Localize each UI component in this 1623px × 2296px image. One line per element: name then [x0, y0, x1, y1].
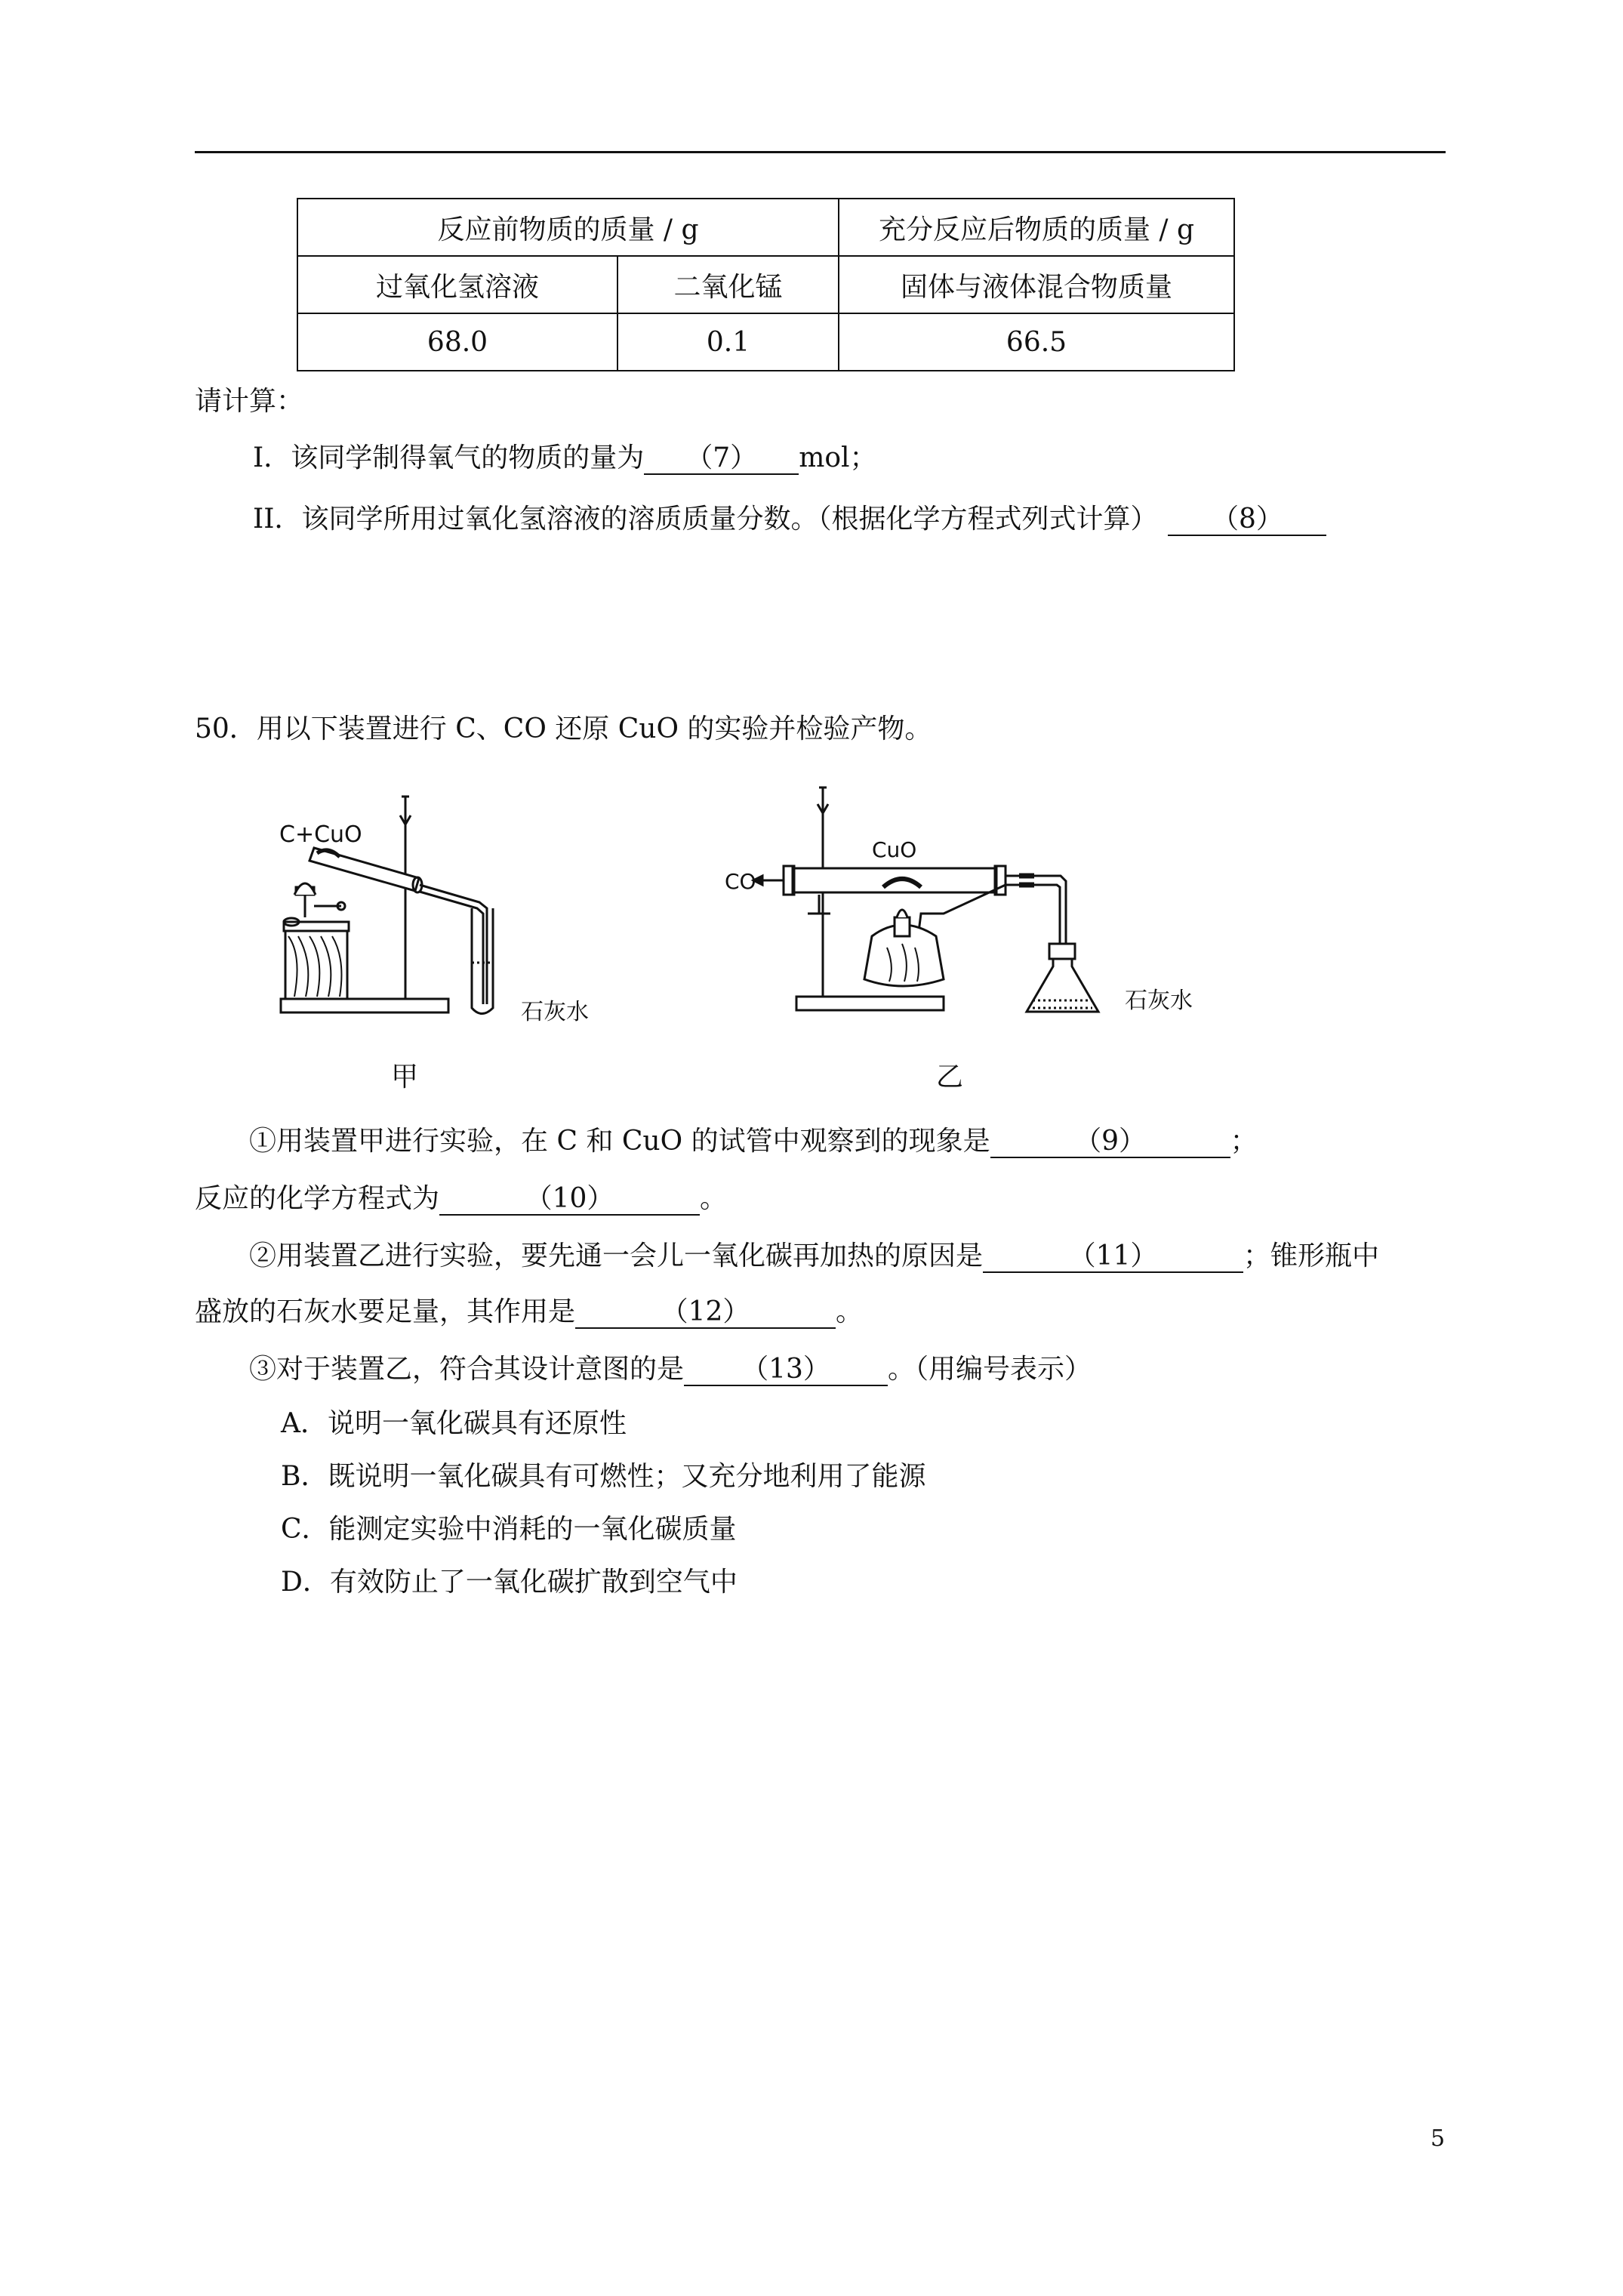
- table-row: [297, 313, 1234, 371]
- table-row: [297, 199, 1234, 256]
- data-table: [297, 198, 1235, 371]
- option-d: D．有效防止了一氧化碳扩散到空气中: [281, 1567, 738, 1598]
- punctuation: 。: [700, 1183, 728, 1214]
- page-number: 5: [1431, 2125, 1446, 2152]
- table-header-before: 反应前物质的质量 / g: [297, 199, 839, 256]
- question-text: 盛放的石灰水要足量，其作用是: [195, 1296, 576, 1327]
- continuation-text: 。（用编号表示）: [888, 1354, 1092, 1385]
- table-cell: 68.0: [297, 313, 617, 371]
- table-row: [297, 256, 1234, 313]
- punctuation: 。: [836, 1296, 864, 1327]
- answer-blank-9[interactable]: （9）: [990, 1126, 1230, 1158]
- answer-blank-7[interactable]: （7）: [644, 443, 799, 475]
- table-cell: 0.1: [617, 313, 839, 371]
- question-8: [253, 503, 1326, 536]
- table-col-mixture-mass: 固体与液体混合物质量: [839, 256, 1234, 313]
- label-limewater-jia: 石灰水: [521, 999, 589, 1025]
- table-cell: 66.5: [839, 313, 1234, 371]
- table-col-manganese-dioxide: 二氧化锰: [617, 256, 839, 313]
- unit-text: mol；: [799, 442, 877, 473]
- question-10: [195, 1182, 727, 1216]
- question-50-title: 50．用以下装置进行 C、CO 还原 CuO 的实验并检验产物。: [195, 713, 932, 744]
- answer-blank-10[interactable]: （10）: [439, 1184, 700, 1216]
- question-text: ②用装置乙进行实验，要先通一会儿一氧化碳再加热的原因是: [249, 1240, 984, 1271]
- option-b: B．既说明一氧化碳具有可燃性；又充分地利用了能源: [281, 1461, 926, 1492]
- question-13: [249, 1353, 1092, 1386]
- option-a: A．说明一氧化碳具有还原性: [281, 1408, 627, 1439]
- answer-blank-11[interactable]: （11）: [983, 1241, 1243, 1273]
- answer-blank-8[interactable]: （8）: [1168, 504, 1326, 536]
- table-header-after: 充分反应后物质的质量 / g: [839, 199, 1234, 256]
- option-c: C．能测定实验中消耗的一氧化碳质量: [281, 1514, 737, 1545]
- question-9: [249, 1125, 1258, 1158]
- label-reactant: C+CuO: [279, 821, 362, 848]
- punctuation: ；: [1230, 1126, 1258, 1157]
- question-text: 反应的化学方程式为: [195, 1183, 440, 1214]
- question-11: [249, 1240, 1379, 1273]
- caption-jia: 甲: [391, 1062, 419, 1093]
- answer-blank-12[interactable]: （12）: [575, 1297, 836, 1329]
- apparatus-jia-figure: [272, 781, 619, 1031]
- answer-blank-13[interactable]: （13）: [684, 1354, 888, 1386]
- question-text: ①用装置甲进行实验，在 C 和 CuO 的试管中观察到的现象是: [249, 1126, 990, 1157]
- question-text: I．该同学制得氧气的物质的量为: [253, 442, 645, 473]
- question-12: [195, 1296, 863, 1329]
- question-text: ③对于装置乙，符合其设计意图的是: [249, 1354, 685, 1385]
- question-text: II．该同学所用过氧化氢溶液的溶质质量分数。（根据化学方程式列式计算）: [253, 504, 1158, 535]
- question-7: [253, 442, 877, 475]
- calc-intro: 请计算：: [195, 386, 304, 417]
- label-co: CO: [725, 869, 756, 894]
- header-rule: [195, 151, 1446, 153]
- label-limewater-yi: 石灰水: [1125, 988, 1193, 1014]
- caption-yi: 乙: [936, 1062, 964, 1093]
- continuation-text: ；锥形瓶中: [1243, 1240, 1380, 1271]
- label-cuo: CuO: [872, 837, 917, 862]
- apparatus-yi-figure: [717, 781, 1246, 1031]
- table-col-hydrogen-peroxide: 过氧化氢溶液: [297, 256, 617, 313]
